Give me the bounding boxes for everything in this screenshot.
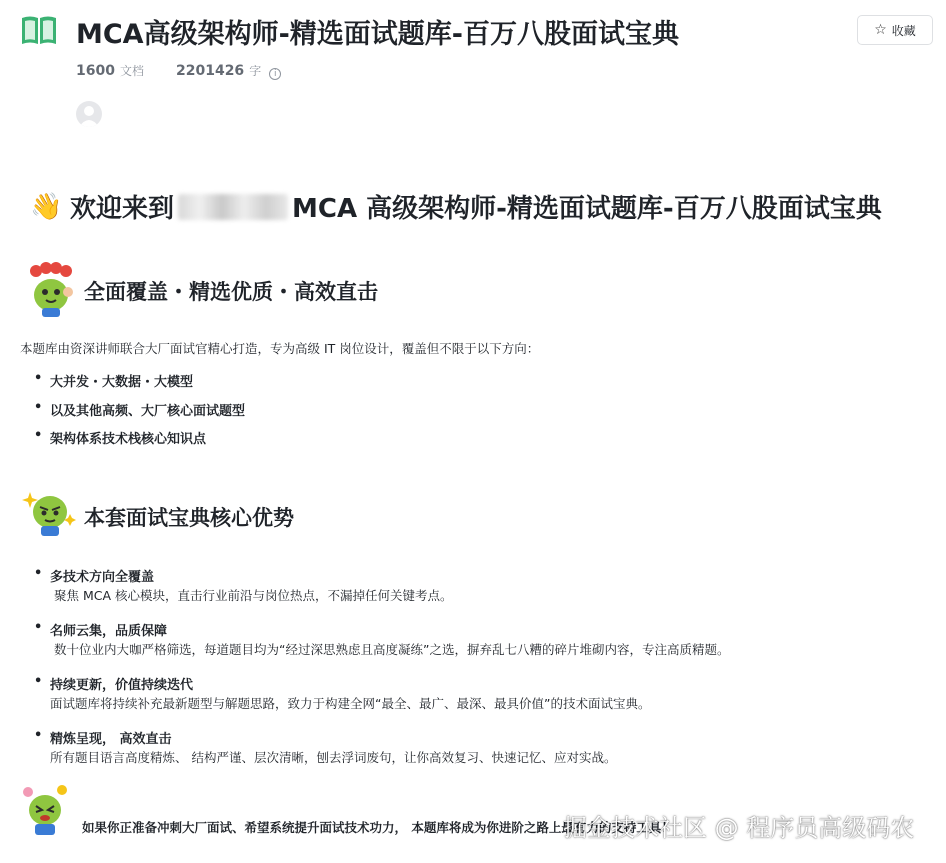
advantages-list xyxy=(34,566,729,782)
redacted-text xyxy=(178,194,288,220)
info-icon[interactable]: i xyxy=(269,68,281,80)
list-item: • 以及其他高频、大厂核心面试题型 xyxy=(34,400,245,428)
page-title: MCA高级架构师-精选面试题库-百万八股面试宝典 xyxy=(76,19,679,50)
advantage-title: • 名师云集，品质保障 xyxy=(50,624,168,639)
advantage-desc: 所有题目语言高度精炼、 结构严谨、层次清晰，刨去浮词废句，让你高效复习、快速记忆、应对实战。 xyxy=(50,750,617,765)
coverage-list xyxy=(34,371,245,456)
word-count-unit: 字 xyxy=(249,64,262,78)
excited-mascot-icon xyxy=(20,784,70,836)
welcome-heading xyxy=(30,188,882,225)
list-item xyxy=(34,566,729,620)
avatar[interactable] xyxy=(76,101,102,127)
section-advantages-heading xyxy=(22,488,294,546)
document-header xyxy=(0,0,946,150)
user-silhouette-icon xyxy=(76,101,102,127)
coverage-description: 本题库由资深讲师联合大厂面试官精心打造，专为高级 IT 岗位设计，覆盖但不限于以下方向： xyxy=(20,341,540,356)
waving-hand-icon: 👋 xyxy=(30,191,63,222)
welcome-heading-prefix: 欢迎来到 xyxy=(70,194,175,224)
advantage-desc: 数十位业内大咖严格筛选，每道题目均为“经过深思熟虑且高度凝练”之选，摒弃乱七八糟的碎片堆砌内容，专注高质精题。 xyxy=(54,642,730,657)
doc-count-unit: 文档 xyxy=(119,64,144,78)
section-coverage-title: 全面覆盖・精选优质・高效直击 xyxy=(84,280,378,304)
section-advantages-title: 本套面试宝典核心优势 xyxy=(84,506,294,530)
advantage-desc: 聚焦 MCA 核心模块，直击行业前沿与岗位热点，不漏掉任何关键考点。 xyxy=(54,588,453,603)
book-icon xyxy=(20,14,58,46)
list-item xyxy=(34,620,729,674)
word-count: 2201426 xyxy=(175,63,245,79)
star-icon: ☆ xyxy=(874,22,887,38)
doc-count: 1600 xyxy=(76,63,115,79)
sparkle-mascot-icon xyxy=(22,488,78,546)
list-item: • 大并发・大数据・大模型 xyxy=(34,371,245,400)
advantage-desc: 面试题库将持续补充最新题型与解题思路，致力于构建全网“最全、最广、最深、最具价值”的技术面试宝典。 xyxy=(50,696,651,711)
section-coverage-heading xyxy=(22,262,378,320)
advantage-title: • 精炼呈现， 高效直击 xyxy=(50,732,172,747)
list-item xyxy=(34,728,729,782)
list-item: • 架构体系技术栈核心知识点 xyxy=(34,428,245,456)
document-stats xyxy=(76,62,281,79)
closing-text: 如果你正准备冲刺大厂面试、希望系统提升面试技术功力， 本题库将成为你进阶之路上最有力的支持工具！ xyxy=(82,820,674,835)
advantage-title: • 持续更新，价值持续迭代 xyxy=(50,678,194,693)
watermark: 掘金技术社区 @ 程序员高级码农 xyxy=(563,814,915,842)
welcome-heading-suffix: MCA 高级架构师-精选面试题库-百万八股面试宝典 xyxy=(292,194,882,224)
list-item xyxy=(34,674,729,728)
favorite-button[interactable] xyxy=(857,15,933,45)
cheering-mascot-icon xyxy=(22,262,78,320)
favorite-label: 收藏 xyxy=(891,23,916,38)
advantage-title: • 多技术方向全覆盖 xyxy=(50,570,155,585)
